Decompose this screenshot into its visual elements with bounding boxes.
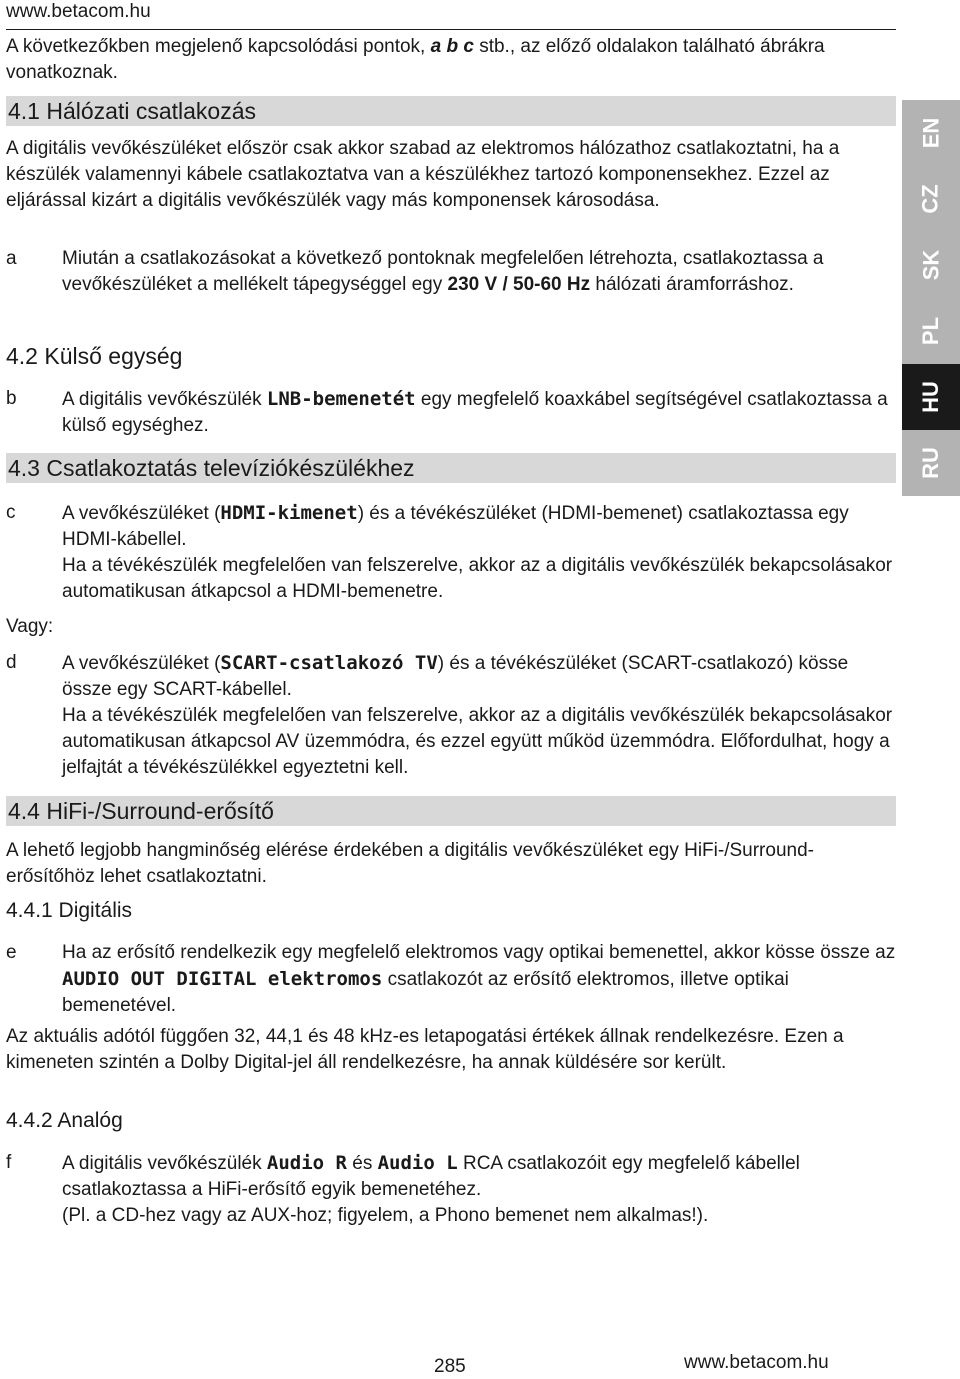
section-title: 4.2 Külső egység [6,343,183,369]
language-label: SK [918,249,943,281]
item-text: Ha a tévékészülék megfelelően van felszerelve, akkor az a digitális vevőkészülék bekapcsolásakor automatikusan átkapcsol AV üzemmódra, és ezzel együtt működ üzemmódra. Előfordulhat, hogy a jelfajtát a tévékészülékkel egyeztetni kell. [62,705,893,778]
list-item-b [6,386,896,438]
item-text: (Pl. a CD-hez vagy az AUX-hoz; figyelem, a Phono bemenet nem alkalmas!). [62,1205,709,1226]
language-label: RU [918,447,943,479]
item-text: Ha a tévékészülék megfelelően van felszerelve, akkor az a digitális vevőkészülék bekapcsolásakor automatikusan átkapcsol a HDMI-bemenetre. [62,555,893,602]
list-item-e [6,940,896,1018]
paragraph [6,136,896,214]
intro-paragraph [6,34,896,86]
item-bold: Audio R [266,1152,347,1174]
language-label: HU [918,381,943,413]
item-bold: SCART-csatlakozó TV [220,652,438,674]
language-tab-pl[interactable] [902,298,960,364]
paragraph-text: A digitális vevőkészüléket először csak akkor szabad az elektromos hálózathoz csatlakoztatni, ha a készülék valamennyi kábele csatlakoztatva van a készülékhez tartozó komponensekhez. [6,138,840,185]
item-bold: HDMI-kimenet [220,502,358,524]
language-label: PL [918,316,943,346]
header-site: www.betacom.hu [6,1,151,22]
intro-letters: a b c [430,36,474,57]
item-body [62,650,896,781]
item-body [62,1150,896,1229]
language-tab-sk[interactable] [902,232,960,298]
item-line [62,500,896,553]
item-bold: LNB-bemenetét [266,388,416,410]
list-item-a [6,246,896,324]
intro-text-after: stb., az előző oldalakon található ábrákra vonatkoznak. [6,36,825,83]
item-body [62,386,896,439]
section-title: 4.3 Csatlakoztatás televíziókészülékhez [8,455,415,481]
item-text: Miután a csatlakozásokat a következő pontoknak megfelelően létrehozta, csatlakoztassa a vevőkészüléket a mellékelt tápegységgel egy [62,248,824,295]
item-text: A digitális vevőkészülék [62,389,262,410]
item-body [62,500,896,605]
section-title: 4.1 Hálózati csatlakozás [8,98,257,124]
item-text: A vevőkészüléket ( [62,503,221,524]
language-label: EN [918,117,943,149]
language-tab-en[interactable] [902,100,960,166]
item-bold: AUDIO OUT DIGITAL elektromos [62,968,383,990]
page-number: 285 [434,1356,466,1377]
item-text: A vevőkészüléket ( [62,653,221,674]
subsection-title: 4.4.2 Analóg [6,1109,123,1132]
section-heading-4-1 [6,96,896,126]
footer-site: www.betacom.hu [684,1352,829,1373]
header-rule [6,29,896,30]
paragraph: A lehető legjobb hangminőség elérése érdekében a digitális vevőkészüléket egy HiFi-/Surround-erősítőhöz lehet csatlakoztatni. [6,840,814,887]
item-text: Ha az erősítő rendelkezik egy megfelelő elektromos vagy optikai bemenettel, akkor kösse össze az [62,942,896,963]
list-item-c [6,500,896,604]
language-sidebar [902,100,960,496]
paragraph-text: Ezzel az eljárással kizárt a digitális vevőkészülék vagy más komponensek károsodása. [6,164,830,211]
section-heading-4-4 [6,796,896,826]
language-tab-ru[interactable] [902,430,960,496]
language-tab-hu[interactable] [902,364,960,430]
item-line [62,650,896,703]
section-heading-4-3 [6,453,896,483]
item-body [62,940,896,1019]
subsection-title: 4.4.1 Digitális [6,899,133,922]
paragraph: Az aktuális adótól függően 32, 44,1 és 48 kHz-es letapogatási értékek állnak rendelkezésre. Ezen a kimeneten szintén a Dolby Digital-jel áll rendelkezésre, ha annak küldésére sor került. [6,1026,844,1073]
item-letter: f [6,1152,12,1173]
language-label: CZ [917,184,943,214]
list-item-d [6,650,896,780]
item-text: A digitális vevőkészülék [62,1153,262,1174]
item-letter: d [6,652,17,673]
item-text: egy megfelelő koaxkábel segítségével csatlakoztassa a külső egységhez. [62,389,888,436]
item-text: ) és a tévékészüléket (HDMI-bemenet) csatlakoztassa egy HDMI-kábellel. [62,503,849,550]
intro-text: A következőkben megjelenő kapcsolódási pontok, [6,36,426,57]
item-letter: c [6,502,16,523]
item-bold: Audio L [377,1152,458,1174]
section-heading-4-2 [6,341,182,371]
item-text: hálózati áramforráshoz. [595,274,794,295]
section-title: 4.4 HiFi-/Surround-erősítő [8,798,274,824]
item-text: RCA csatlakozóit egy megfelelő kábellel csatlakoztassa a HiFi-erősítő egyik bemenetéhez. [62,1153,800,1200]
or-label: Vagy: [6,616,54,637]
item-body [62,246,896,298]
list-item-f [6,1150,896,1228]
item-letter: b [6,388,17,409]
item-bold: 230 V / 50-60 Hz [447,274,591,295]
item-text: csatlakozót az erősítő elektromos, illetve optikai bemenetével. [62,969,789,1016]
item-letter: a [6,248,17,269]
item-text: és [352,1153,373,1174]
language-tab-cz[interactable] [902,166,960,232]
item-text: ) és a tévékészüléket (SCART-csatlakozó) kösse össze egy SCART-kábellel. [62,653,849,700]
item-letter: e [6,942,17,963]
